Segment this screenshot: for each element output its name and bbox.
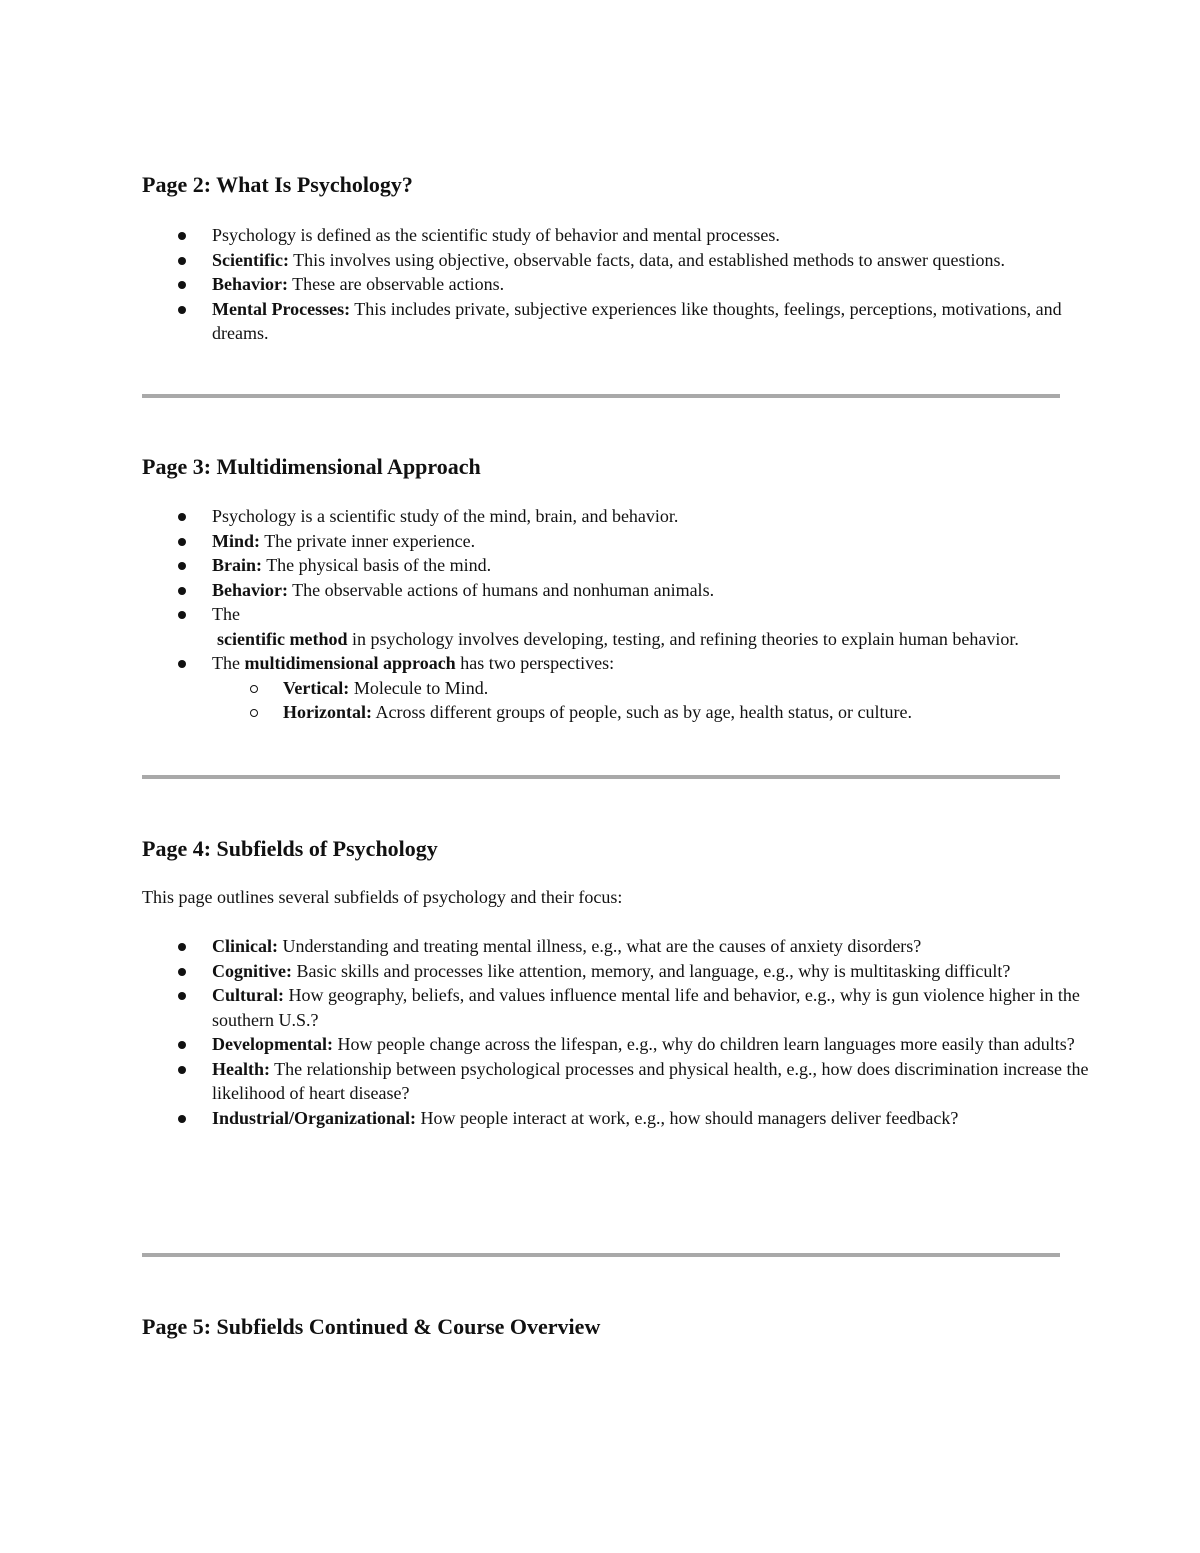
list-item <box>212 959 1112 984</box>
list-item <box>212 1057 1112 1106</box>
bullet-list <box>142 223 1112 346</box>
bullet-text: The observable actions of humans and nonhuman animals. <box>288 579 715 600</box>
bullet-text: Molecule to Mind. <box>349 677 489 698</box>
list-item <box>212 983 1112 1032</box>
section-heading: Page 3: Multidimensional Approach <box>142 454 481 479</box>
section-intro: This page outlines several subfields of psychology and their focus: <box>142 887 623 907</box>
list-item <box>212 553 1112 578</box>
list-item <box>212 1032 1112 1057</box>
sub-list-item <box>283 676 1112 701</box>
section-heading: Page 4: Subfields of Psychology <box>142 836 438 861</box>
list-item <box>212 248 1112 273</box>
horizontal-rule <box>142 394 1060 398</box>
bullet-term: multidimensional approach <box>244 653 456 673</box>
bullet-term: Brain: <box>212 555 263 575</box>
bullet-text: has two perspectives: <box>455 653 615 673</box>
bullet-text: This includes private, subjective experiences like thoughts, feelings, perceptions, motivations, and dreams. <box>212 298 1062 343</box>
bullet-text: How people change across the lifespan, e.g., why do children learn languages more easily than adults? <box>332 1034 1075 1054</box>
bullet-prefix: The <box>212 604 240 624</box>
bullet-text: Psychology is defined as the scientific study of behavior and mental processes. <box>212 225 780 245</box>
section-heading: Page 2: What Is Psychology? <box>142 172 413 197</box>
bullet-text: The relationship between psychological processes and physical health, e.g., how does discrimination increase the likelihood of heart disease? <box>212 1058 1089 1103</box>
section-heading: Page 5: Subfields Continued & Course Overview <box>142 1314 601 1339</box>
bullet-term: Mind: <box>212 530 261 551</box>
bullet-text: The private inner experience. <box>260 530 476 551</box>
sub-bullet-list <box>212 676 1112 725</box>
bullet-text: in psychology involves developing, testing, and refining theories to explain human behavior. <box>347 628 1019 649</box>
bullet-term: Behavior: <box>212 579 288 600</box>
list-item <box>212 272 1112 297</box>
bullet-text: This involves using objective, observable facts, data, and established methods to answer questions. <box>288 249 1006 270</box>
list-item <box>212 651 1112 725</box>
bullet-term: Scientific: <box>212 249 289 270</box>
bullet-text: How geography, beliefs, and values influence mental life and behavior, e.g., why is gun violence higher in the southern U.S.? <box>212 985 1080 1030</box>
bullet-term: Health: <box>212 1058 270 1079</box>
bullet-text: Understanding and treating mental illness, e.g., what are the causes of anxiety disorders? <box>278 936 922 956</box>
bullet-prefix: The <box>212 653 245 673</box>
list-item <box>212 578 1112 603</box>
list-item <box>212 529 1112 554</box>
bullet-term: Mental Processes: <box>212 298 351 319</box>
bullet-term: Industrial/Organizational: <box>212 1107 417 1128</box>
bullet-term: Clinical: <box>212 936 278 956</box>
list-item <box>212 504 1112 529</box>
bullet-term: Horizontal: <box>283 702 372 722</box>
horizontal-rule <box>142 1253 1060 1257</box>
bullet-list <box>142 934 1112 1130</box>
bullet-term: Developmental: <box>212 1034 333 1054</box>
list-item <box>212 223 1112 248</box>
bullet-list <box>142 504 1112 725</box>
bullet-term: Vertical: <box>283 677 350 698</box>
list-item <box>212 602 1112 651</box>
bullet-text: The physical basis of the mind. <box>262 555 492 575</box>
list-item <box>212 297 1112 346</box>
horizontal-rule <box>142 775 1060 779</box>
bullet-term: Cognitive: <box>212 960 292 981</box>
bullet-text: How people interact at work, e.g., how should managers deliver feedback? <box>416 1107 959 1128</box>
bullet-text: Basic skills and processes like attention, memory, and language, e.g., why is multitasking difficult? <box>292 960 1011 981</box>
bullet-term: Cultural: <box>212 985 284 1005</box>
bullet-text: Across different groups of people, such as by age, health status, or culture. <box>371 702 913 722</box>
bullet-text: These are observable actions. <box>288 274 505 294</box>
list-item <box>212 934 1112 959</box>
bullet-text: Psychology is a scientific study of the mind, brain, and behavior. <box>212 506 679 526</box>
bullet-term: Behavior: <box>212 274 288 294</box>
bullet-term: scientific method <box>217 628 348 649</box>
sub-list-item <box>283 700 1112 725</box>
list-item <box>212 1106 1112 1131</box>
